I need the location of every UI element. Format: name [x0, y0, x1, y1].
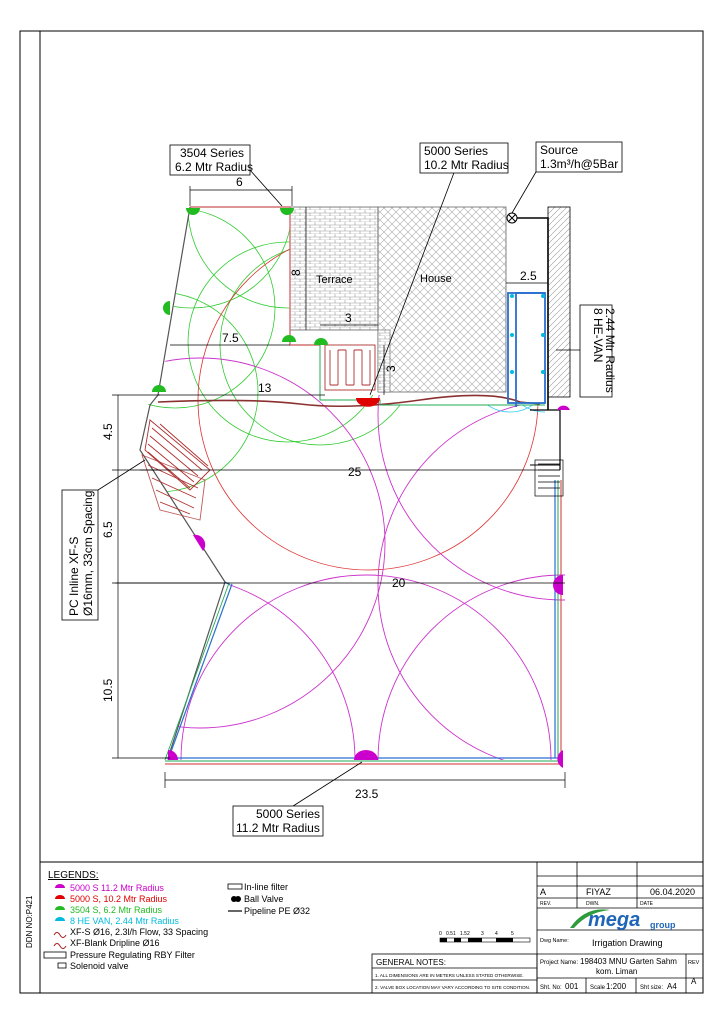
- callout-5000-bottom-line1: 5000 Series: [256, 807, 321, 821]
- legend: [44, 870, 310, 971]
- project-label: Project Name:: [540, 960, 579, 966]
- sheet-outer-border: [20, 31, 703, 993]
- house-label: House: [420, 273, 452, 285]
- legend-item-3504: 3504 S, 6.2 Mtr Radius: [70, 905, 163, 915]
- callout-5000-top: [420, 143, 509, 173]
- sht-size-label: Sht size:: [640, 985, 664, 991]
- legend-item-5000-102: 5000 S, 10.2 Mtr Radius: [70, 894, 168, 904]
- dim-10-5: 10.5: [101, 678, 115, 702]
- dim-23-5: 23.5: [355, 787, 379, 801]
- legend-item-5000-112: 5000 S 11.2 Mtr Radius: [70, 883, 164, 893]
- sprinkler-heads-5000: [168, 406, 570, 768]
- sht-no-label: Sht. No:: [540, 985, 562, 991]
- callout-3504: [170, 145, 253, 175]
- wall-area: [548, 207, 570, 397]
- project-line2: kom. Liman: [596, 967, 638, 976]
- scale-tick-1: 1: [453, 931, 456, 937]
- legend-pipeline: Pipeline PE Ø32: [244, 906, 311, 916]
- legend-ball-valve: Ball Valve: [244, 894, 284, 904]
- dim-2-5: 2.5: [520, 269, 537, 283]
- logo-group: group: [650, 920, 676, 930]
- scale-tick-3: 3: [481, 931, 484, 937]
- dwn-label: DWN.: [586, 901, 600, 907]
- callout-pc-inline-line1: PC Inline XF-S: [67, 536, 81, 616]
- legend-item-xf-blank: XF-Blank Dripline Ø16: [70, 938, 160, 948]
- callout-source-line2: 1.3m³/h@5Bar: [540, 157, 619, 171]
- callout-source: [536, 142, 622, 172]
- project-line1: 198403 MNU Garten Sahm: [580, 957, 677, 966]
- drawing-code: DDN NO:P421: [25, 895, 34, 948]
- legend-item-filter: Pressure Regulating RBY Filter: [70, 950, 195, 960]
- legend-item-hevan: 8 HE VAN, 2.44 Mtr Radius: [70, 916, 179, 926]
- dwg-name-label: Dwg Name:: [540, 938, 569, 944]
- house-area: [378, 207, 506, 392]
- dim-3a: 3: [345, 311, 352, 325]
- dim-6: 6: [236, 175, 243, 189]
- scale-tick-1-5: 1.5: [460, 931, 467, 937]
- dim-25: 25: [348, 465, 362, 479]
- callout-pc-inline: [62, 490, 98, 620]
- dwg-name: Irrigation Drawing: [592, 938, 663, 948]
- callout-hevan: [580, 305, 617, 397]
- rev-label: REV.: [540, 901, 552, 907]
- notes-title: GENERAL NOTES:: [376, 958, 446, 967]
- scale-bar: [439, 931, 530, 942]
- rev-value: A: [540, 887, 547, 897]
- sht-no: 001: [565, 982, 579, 991]
- callout-3504-line2: 6.2 Mtr Radius: [175, 160, 254, 174]
- date-label: DATE: [640, 901, 653, 907]
- callout-5000-bottom: [233, 806, 323, 836]
- callout-5000-bottom-line2: 11.2 Mtr Radius: [236, 821, 320, 835]
- scale-value: 1:200: [606, 982, 627, 991]
- sheet-inner-border: [40, 31, 703, 993]
- dim-7-5: 7.5: [222, 331, 239, 345]
- terrace-label: Terrace: [316, 274, 353, 286]
- dim-20: 20: [392, 576, 406, 590]
- dim-8: 8: [289, 269, 303, 276]
- callout-5000-top-line1: 5000 Series: [424, 144, 489, 158]
- legend-inline-filter: In-line filter: [244, 882, 289, 892]
- scale-tick-2: 2: [467, 931, 470, 937]
- note-line-2: 2. VALVE BOX LOCATION MAY VARY ACCORDING TO SITE CONDITION.: [375, 985, 531, 990]
- note-line-1: 1. ALL DIMENSIONS ARE IN METERS UNLESS STATED OTHERWISE.: [375, 973, 524, 978]
- scale-tick-4: 4: [495, 931, 498, 937]
- rev-col-label: REV: [688, 960, 700, 966]
- callout-pc-inline-line2: Ø16mm, 33cm Spacing: [81, 490, 95, 616]
- site-boundary-left: [140, 207, 225, 758]
- date-value: 06.04.2020: [650, 887, 696, 897]
- callout-hevan-line2: 2.44 Mtr Radius: [603, 308, 617, 393]
- logo-mega: mega: [588, 909, 641, 931]
- callout-hevan-line1: 8 HE-VAN: [591, 308, 605, 363]
- terrace-area: [290, 207, 378, 330]
- dim-6-5: 6.5: [101, 521, 115, 538]
- scale-label: Scale: [590, 985, 606, 991]
- callout-5000-top-line2: 10.2 Mtr Radius: [424, 158, 509, 172]
- callout-source-line1: Source: [540, 143, 579, 157]
- scale-tick-5: 5: [511, 931, 514, 937]
- dim-4-5: 4.5: [101, 423, 115, 440]
- rev-col-value: A: [691, 977, 697, 986]
- source-symbol: [507, 213, 517, 223]
- legend-title: LEGENDS:: [48, 870, 99, 881]
- scale-tick-0-5: 0.5: [446, 931, 453, 937]
- dripline-zone-terrace: [325, 345, 375, 390]
- dim-3b: 3: [384, 365, 398, 372]
- scale-tick-0: 0: [439, 931, 442, 937]
- dim-13: 13: [258, 381, 272, 395]
- dwn-value: FIYAZ: [586, 887, 611, 897]
- legend-item-xfs: XF-S Ø16, 2.3l/h Flow, 33 Spacing: [70, 927, 209, 937]
- callout-3504-line1: 3504 Series: [180, 146, 245, 160]
- legend-item-solenoid: Solenoid valve: [70, 961, 129, 971]
- sht-size: A4: [667, 982, 677, 991]
